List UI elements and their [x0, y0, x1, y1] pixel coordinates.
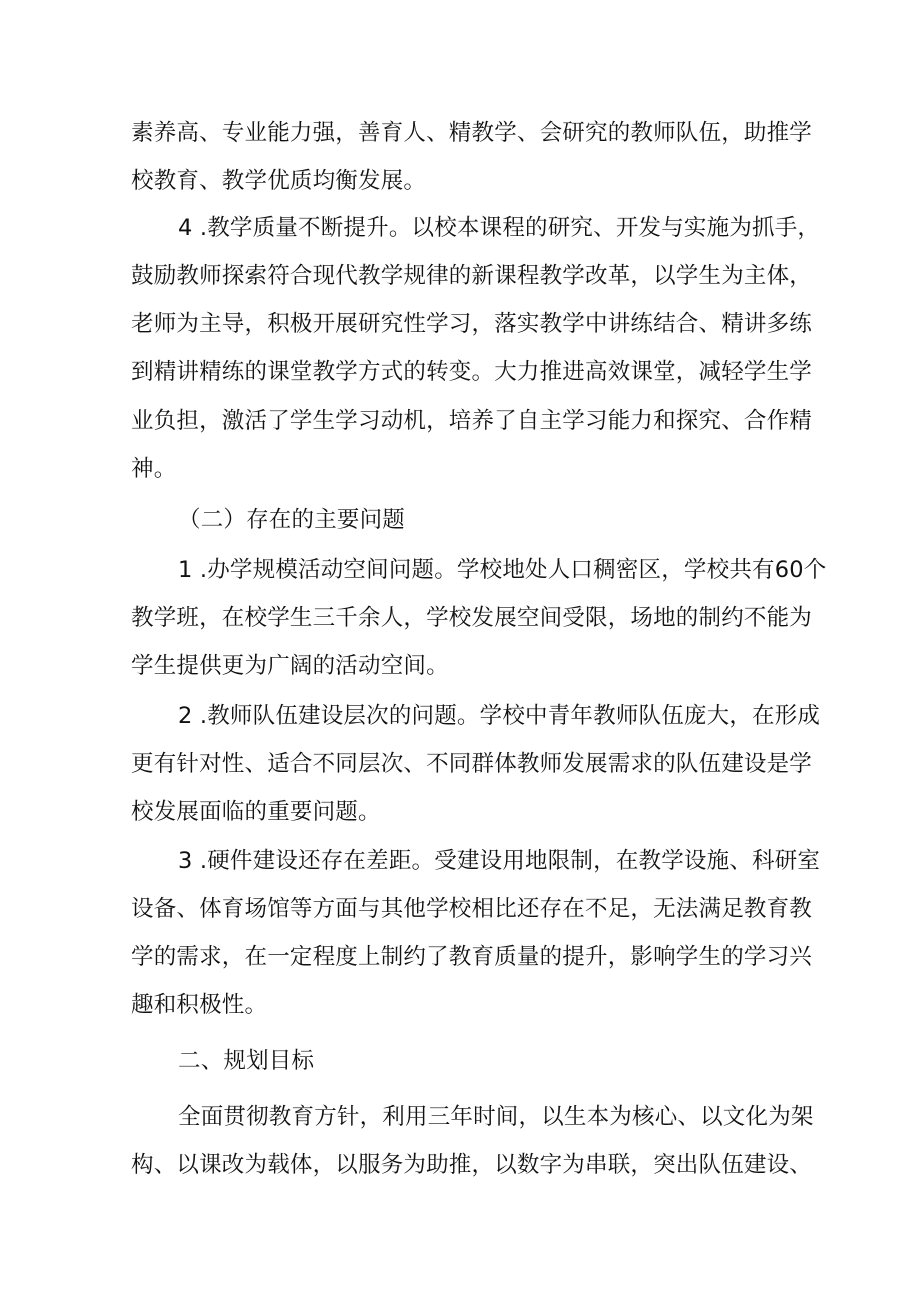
section-heading: 二、规划目标	[178, 1048, 315, 1074]
text-line: 神。	[131, 456, 177, 482]
text-line: 4 .教学质量不断提升。以校本课程的研究、开发与实施为抓手，	[178, 215, 821, 241]
text-line: 1 .办学规模活动空间问题。学校地处人口稠密区，学校共有60个	[178, 557, 827, 583]
text-line: 趣和积极性。	[131, 992, 268, 1018]
text-line: 设备、体育场馆等方面与其他学校相比还存在不足，无法满足教育教	[131, 896, 813, 922]
text-line: 全面贯彻教育方针，利用三年时间，以生本为核心、以文化为架	[178, 1104, 814, 1130]
text-line: 老师为主导，积极开展研究性学习，落实教学中讲练结合、精讲多练	[131, 311, 813, 337]
text-line: 校教育、教学优质均衡发展。	[131, 168, 427, 194]
text-line: 学生提供更为广阔的活动空间。	[131, 653, 449, 679]
text-line: 3 .硬件建设还存在差距。受建设用地限制，在教学设施、科研室	[178, 848, 821, 874]
text-line: 教学班，在校学生三千余人，学校发展空间受限，场地的制约不能为	[131, 605, 813, 631]
text-line: 构、以课改为载体，以服务为助推，以数字为串联，突出队伍建设、	[131, 1152, 813, 1178]
section-heading: （二）存在的主要问题	[178, 507, 406, 533]
text-line: 更有针对性、适合不同层次、不同群体教师发展需求的队伍建设是学	[131, 751, 813, 777]
text-line: 鼓励教师探索符合现代教学规律的新课程教学改革，以学生为主体，	[131, 263, 813, 289]
text-line: 到精讲精练的课堂教学方式的转变。大力推进高效课堂，减轻学生学	[131, 359, 813, 385]
text-line: 业负担，激活了学生学习动机，培养了自主学习能力和探究、合作精	[131, 408, 813, 434]
text-line: 学的需求，在一定程度上制约了教育质量的提升，影响学生的学习兴	[131, 944, 813, 970]
text-line: 素养高、专业能力强，善育人、精教学、会研究的教师队伍，助推学	[131, 120, 813, 146]
text-line: 校发展面临的重要问题。	[131, 799, 381, 825]
text-line: 2 .教师队伍建设层次的问题。学校中青年教师队伍庞大，在形成	[178, 703, 821, 729]
